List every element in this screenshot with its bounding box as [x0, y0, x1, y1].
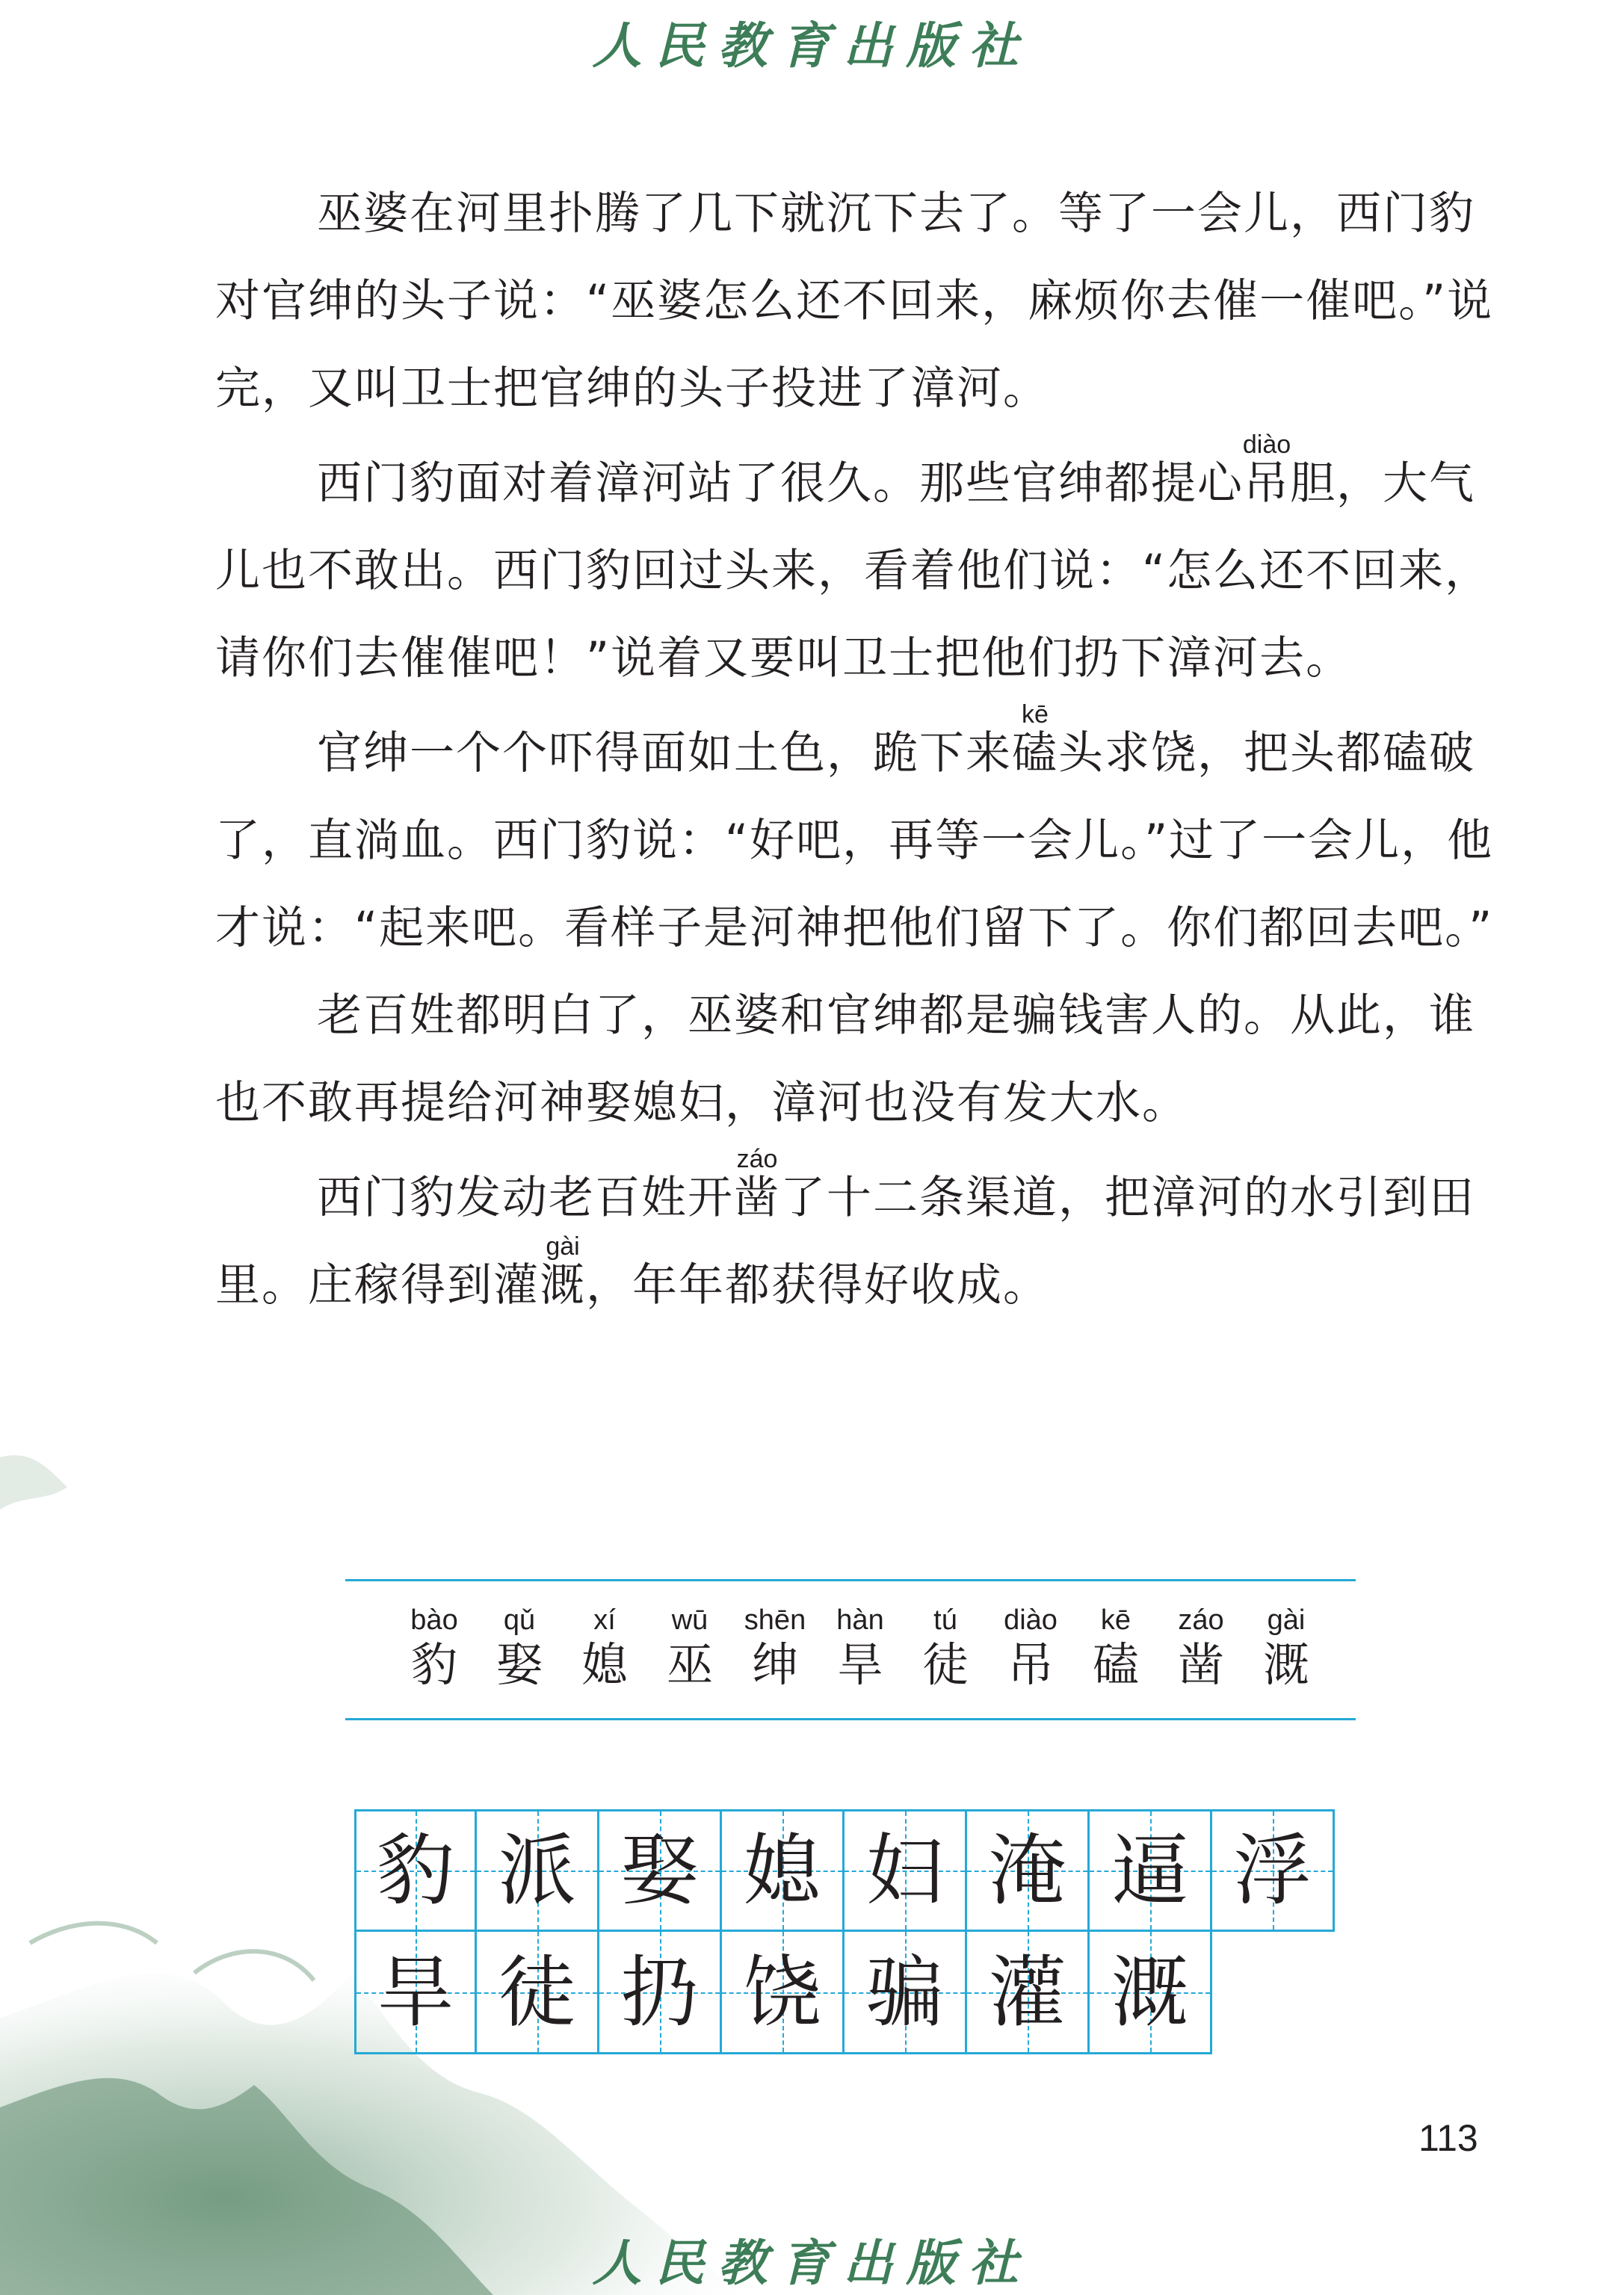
grid-row	[354, 1932, 1335, 2054]
vocabulary-box	[345, 1579, 1356, 1720]
vocab-pinyin: diào	[1004, 1604, 1058, 1636]
grid-cell	[477, 1809, 599, 1932]
vocab-pinyin: gài	[1267, 1604, 1306, 1636]
grid-cell	[354, 1932, 477, 2054]
grid-cell	[845, 1809, 967, 1932]
text-segment: 头求饶，把头都磕破了，直淌血。西门豹说：“好吧，再等一会儿。”过了一会儿，他才说：“起来吧。看样子是河神把他们留下了。你们都回去吧。”	[215, 727, 1494, 954]
vocab-item	[647, 1604, 732, 1693]
grid-cell	[477, 1932, 599, 2054]
vocab-pinyin: wū	[671, 1604, 708, 1636]
vocab-pinyin: bào	[410, 1604, 458, 1636]
grid-cell	[1212, 1809, 1335, 1932]
publisher-logo-footer: 人民教育出版社	[592, 2234, 1032, 2292]
annotated-character	[540, 1232, 586, 1312]
paragraph	[215, 170, 1508, 433]
publisher-logo-header: 人民教育出版社	[592, 16, 1032, 75]
practice-character: 灌	[988, 1946, 1066, 2038]
practice-character: 媳	[743, 1825, 821, 1916]
vocab-character: 徒	[921, 1637, 969, 1692]
text-segment: 西门豹发动老百姓开	[317, 1172, 734, 1224]
practice-character: 旱	[376, 1946, 454, 2038]
grid-cell	[354, 1809, 477, 1932]
vocab-pinyin: kē	[1100, 1604, 1131, 1636]
text-segment: 西门豹面对着漳河站了很久。那些官绅都提心	[317, 457, 1244, 510]
practice-character: 徒	[498, 1946, 576, 2038]
paragraph	[215, 430, 1508, 702]
vocab-character: 绅	[751, 1637, 798, 1692]
vocab-character: 巫	[666, 1637, 713, 1692]
practice-character: 饶	[743, 1946, 821, 2038]
vocab-pinyin: shēn	[744, 1604, 806, 1636]
practice-character: 扔	[620, 1946, 699, 2038]
ruby-base: 磕	[1012, 727, 1058, 779]
vocab-character: 豹	[410, 1637, 457, 1692]
grid-cell	[722, 1932, 845, 2054]
grid-cell	[599, 1932, 722, 2054]
vocab-item	[732, 1604, 818, 1693]
vocab-character: 凿	[1177, 1637, 1224, 1692]
vocab-pinyin: tú	[933, 1604, 957, 1636]
text-segment: 巫婆在河里扑腾了几下就沉下去了。等了一会儿，西门豹对官绅的头子说：“巫婆怎么还不回来，麻烦你去催一催吧。”说完，又叫卫士把官绅的头子投进了漳河。	[215, 188, 1494, 415]
vocab-item	[1073, 1604, 1158, 1693]
grid-cell	[1090, 1809, 1212, 1932]
grid-cell	[1090, 1932, 1212, 2054]
grid-row	[354, 1809, 1335, 1932]
vocabulary-row	[392, 1604, 1329, 1693]
annotated-character	[734, 1145, 780, 1224]
story-text	[215, 170, 1508, 1329]
vocab-character: 磕	[1092, 1637, 1139, 1692]
vocab-item	[988, 1604, 1073, 1693]
practice-character: 溉	[1111, 1946, 1189, 2038]
vocab-pinyin: hàn	[836, 1604, 884, 1636]
text-segment: 官绅一个个吓得面如土色，跪下来	[317, 727, 1012, 779]
pinyin-annotation: kē	[1012, 700, 1058, 729]
vocab-character: 媳	[581, 1637, 628, 1692]
practice-character: 淹	[988, 1825, 1066, 1916]
paragraph	[215, 1147, 1508, 1329]
text-segment: 胆，大气儿也不敢出。西门豹回过头来，看着他们说：“怎么还不回来，请你们去催催吧！”说着又要叫卫士把他们扔下漳河去。	[215, 457, 1492, 685]
vocab-item	[1158, 1604, 1244, 1693]
practice-character: 浮	[1233, 1825, 1312, 1916]
practice-character: 逼	[1111, 1825, 1189, 1916]
text-segment: 了十二条渠道，把漳河的水引到田里。庄稼得到灌	[215, 1172, 1475, 1312]
text-segment: ，年年都获得好收成。	[586, 1259, 1049, 1312]
annotated-character	[1242, 430, 1291, 510]
ruby-base: 溉	[540, 1259, 586, 1312]
writing-grid	[354, 1809, 1335, 2054]
vocab-character: 娶	[495, 1637, 543, 1692]
vocab-item	[903, 1604, 988, 1693]
practice-character: 娶	[620, 1825, 699, 1916]
page-number: 113	[1418, 2117, 1478, 2159]
practice-character: 豹	[376, 1825, 454, 1916]
grid-cell	[967, 1809, 1090, 1932]
practice-character: 骗	[865, 1946, 944, 2038]
pinyin-annotation: gài	[540, 1232, 586, 1261]
vocab-pinyin: qǔ	[503, 1604, 536, 1636]
text-segment: 老百姓都明白了，巫婆和官绅都是骗钱害人的。从此，谁也不敢再提给河神娶媳妇，漳河也没有发大水。	[215, 989, 1475, 1129]
paragraph	[215, 972, 1508, 1147]
vocab-character: 溉	[1262, 1637, 1309, 1692]
practice-character: 妇	[865, 1825, 944, 1916]
grid-cell	[845, 1932, 967, 2054]
practice-character: 派	[498, 1825, 576, 1916]
vocab-item	[477, 1604, 562, 1693]
paragraph	[215, 702, 1508, 972]
vocab-item	[392, 1604, 477, 1693]
grid-cell	[967, 1932, 1090, 2054]
vocab-item	[562, 1604, 647, 1693]
annotated-character	[1012, 700, 1058, 779]
pinyin-annotation: záo	[734, 1145, 780, 1173]
grid-cell	[722, 1809, 845, 1932]
vocab-character: 旱	[836, 1637, 883, 1692]
vocab-character: 吊	[1007, 1637, 1054, 1692]
vocab-item	[1244, 1604, 1329, 1693]
ruby-base: 凿	[734, 1172, 780, 1224]
ruby-base: 吊	[1242, 457, 1291, 510]
vocab-item	[818, 1604, 903, 1693]
grid-cell	[599, 1809, 722, 1932]
pinyin-annotation: diào	[1242, 430, 1291, 459]
vocab-pinyin: záo	[1178, 1604, 1224, 1636]
vocab-pinyin: xí	[593, 1604, 616, 1636]
